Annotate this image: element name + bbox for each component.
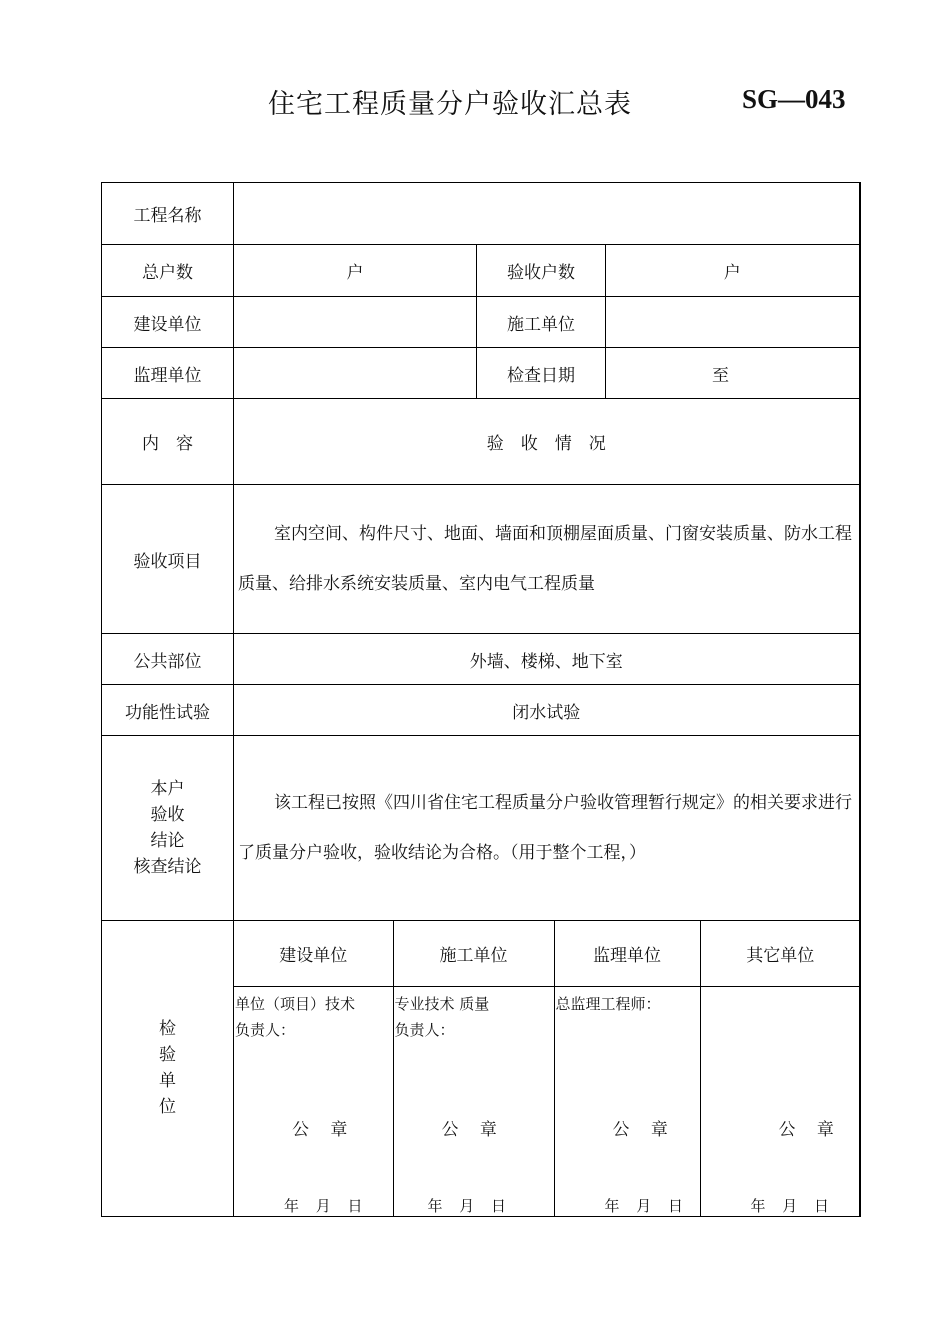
conclusion-label-line-1: 本户 (150, 779, 185, 799)
public-label: 公共部位 (102, 634, 234, 685)
supervisor-label: 监理单位 (102, 348, 234, 399)
sig-role-contractor-line-2: 负责人： (394, 1020, 455, 1039)
sig-role-contractor-line-1: 专业技术 质量 (394, 994, 490, 1013)
sig-cell-supervisor[interactable] (554, 986, 700, 1216)
acceptance-status-label: 验 收 情 况 (486, 434, 606, 454)
conclusion-field[interactable] (234, 736, 860, 921)
accepted-units-label: 验收户数 (477, 245, 606, 297)
sig-cell-other[interactable] (700, 986, 860, 1216)
contractor-label: 施工单位 (477, 297, 606, 348)
conclusion-label-line-4: 核查结论 (133, 857, 202, 877)
total-units-field[interactable]: 户 (234, 245, 477, 297)
sig-date-other: 年 月 日 (750, 1196, 836, 1215)
items-field[interactable] (234, 485, 860, 634)
items-text: 室内空间、构件尺寸、地面、墙面和顶棚屋面质量、门窗安装质量、防水工程质量、给排水系统安装质量、室内电气工程质量 (238, 524, 852, 594)
sig-role-supervisor (556, 991, 661, 1017)
sig-header-builder: 建设单位 (234, 921, 393, 986)
inspect-label-line-4: 位 (159, 1097, 176, 1118)
sig-role-contractor (395, 991, 490, 1043)
sig-date-builder: 年 月 日 (284, 1196, 369, 1215)
function-field[interactable]: 闭水试验 (234, 685, 860, 736)
conclusion-text: 该工程已按照《四川省住宅工程质量分户验收管理暂行规定》的相关要求进行了质量分户验收，验收结论为合格。（用于整个工程，） (238, 793, 852, 863)
content-label: 内 容 (102, 399, 234, 485)
sig-cell-builder[interactable] (234, 986, 393, 1216)
inspect-label (102, 921, 234, 1217)
sig-header-other: 其它单位 (700, 921, 860, 986)
sig-seal-supervisor: 公 章 (612, 1119, 676, 1140)
total-units-label: 总户数 (102, 245, 234, 297)
project-name-field[interactable] (234, 183, 860, 245)
builder-field[interactable] (234, 297, 477, 348)
conclusion-label-line-2: 验收 (150, 805, 185, 825)
public-field[interactable]: 外墙、楼梯、地下室 (234, 634, 860, 685)
sig-cell-contractor[interactable] (393, 986, 554, 1216)
conclusion-label-line-3: 结论 (150, 831, 185, 851)
sig-role-builder-line-1: 单位（项目）技术 (235, 994, 356, 1013)
check-date-label: 检查日期 (477, 348, 606, 399)
inspect-label-line-2: 验 (159, 1045, 176, 1066)
signature-area (234, 921, 860, 1217)
check-date-field[interactable] (606, 348, 860, 399)
items-label: 验收项目 (102, 485, 234, 634)
supervisor-field[interactable] (234, 348, 477, 399)
contractor-field[interactable] (606, 297, 860, 348)
builder-label: 建设单位 (102, 297, 234, 348)
function-label: 功能性试验 (102, 685, 234, 736)
accepted-units-field[interactable]: 户 (606, 245, 860, 297)
sig-seal-builder: 公 章 (292, 1119, 356, 1140)
inspect-label-line-1: 检 (159, 1019, 176, 1040)
conclusion-label (102, 736, 234, 921)
form-title: 住宅工程质量分户验收汇总表 (268, 89, 632, 120)
inspect-label-line-3: 单 (159, 1071, 176, 1092)
acceptance-status-header (234, 399, 860, 485)
form-code: SG—043 (742, 84, 846, 114)
sig-seal-other: 公 章 (778, 1119, 842, 1140)
check-date-to: 至 (712, 365, 729, 386)
sig-date-supervisor: 年 月 日 (604, 1196, 690, 1215)
sig-role-builder-line-2: 负责人： (235, 1020, 296, 1039)
sig-date-contractor: 年 月 日 (427, 1196, 513, 1215)
sig-header-supervisor: 监理单位 (554, 921, 700, 986)
sig-header-contractor: 施工单位 (393, 921, 554, 986)
acceptance-summary-table (101, 182, 861, 1217)
signature-table (234, 921, 860, 1216)
sig-role-supervisor-line-1: 总监理工程师： (555, 994, 661, 1013)
sig-role-builder (235, 991, 355, 1043)
sig-seal-contractor: 公 章 (441, 1119, 505, 1140)
project-name-label: 工程名称 (102, 183, 234, 245)
